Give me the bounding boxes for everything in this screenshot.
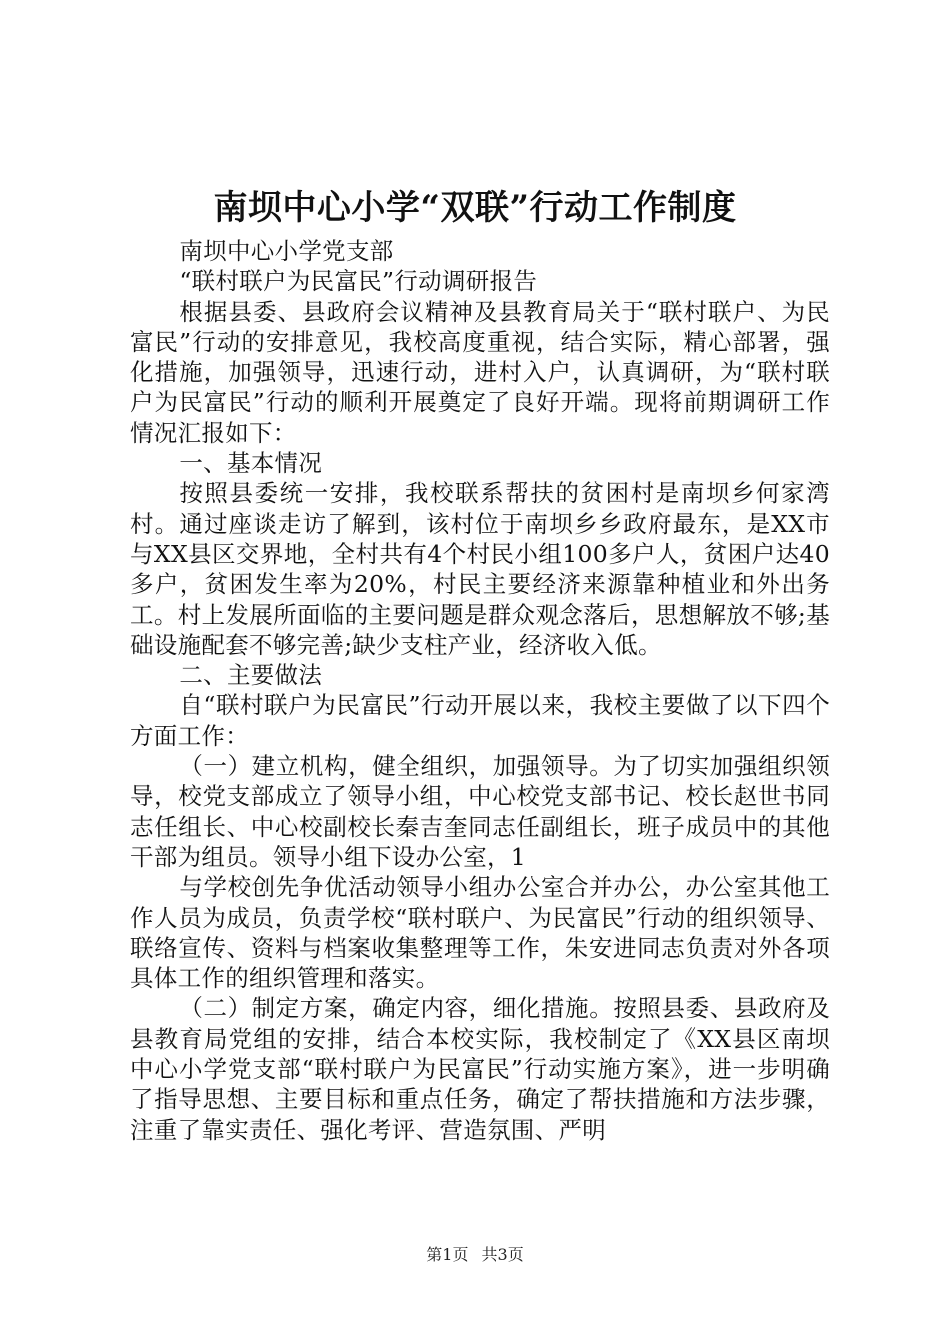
page-number: 第1页 (426, 1245, 469, 1264)
page-footer (0, 1243, 950, 1267)
document-body (130, 236, 830, 1145)
paragraph-practices-intro: 自“联村联户为民富民”行动开展以来，我校主要做了以下四个方面工作： (130, 691, 830, 750)
paragraph-section-2: （二）制定方案，确定内容，细化措施。按照县委、县政府及县教育局党组的安排，结合本校实际，我校制定了《XX县区南坝中心小学党支部“联村联户为民富民”行动实施方案》，进一步明确了指导思想、主要目标和重点任务，确定了帮扶措施和方法步骤，注重了靠实责任、强化考评、营造氛围、严明 (130, 994, 830, 1144)
paragraph-section-1: （一）建立机构，健全组织，加强领导。为了切实加强组织领导，校党支部成立了领导小组，中心校党支部书记、校长赵世书同志任组长、中心校副校长秦吉奎同志任副组长，班子成员中的其他干部为组员。领导小组下设办公室，1 (130, 752, 830, 871)
paragraph-report-title: “联村联户为民富民”行动调研报告 (179, 267, 538, 296)
paragraph-intro: 根据县委、县政府会议精神及县教育局关于“联村联户、为民富民”行动的安排意见，我校高度重视，结合实际，精心部署，强化措施，加强领导，迅速行动，进村入户，认真调研，为“联村联户为民富民”行动的顺利开展奠定了良好开端。现将前期调研工作情况汇报如下： (130, 297, 830, 447)
document-title: 南坝中心小学“双联”行动工作制度 (213, 188, 737, 228)
paragraph-section-1-cont: 与学校创先争优活动领导小组办公室合并办公，办公室其他工作人员为成员，负责学校“联村联户、为民富民”行动的组织领导、联络宣传、资料与档案收集整理等工作，朱安进同志负责对外各项具体工作的组织管理和落实。 (130, 873, 830, 993)
heading-main-practices: 二、主要做法 (179, 661, 323, 690)
heading-basic-situation: 一、基本情况 (179, 449, 323, 478)
page-total: 共3页 (481, 1245, 524, 1264)
paragraph-org: 南坝中心小学党支部 (179, 237, 394, 265)
paragraph-basic-situation: 按照县委统一安排，我校联系帮扶的贫困村是南坝乡何家湾村。通过座谈走访了解到，该村位于南坝乡乡政府最东，是XX市与XX县区交界地，全村共有4个村民小组100多户人，贫困户达40多户，贫困发生率为20%，村民主要经济来源靠种植业和外出务工。村上发展所面临的主要问题是群众观念落后，思想解放不够;基础设施配套不够完善;缺少支柱产业，经济收入低。 (130, 479, 830, 659)
